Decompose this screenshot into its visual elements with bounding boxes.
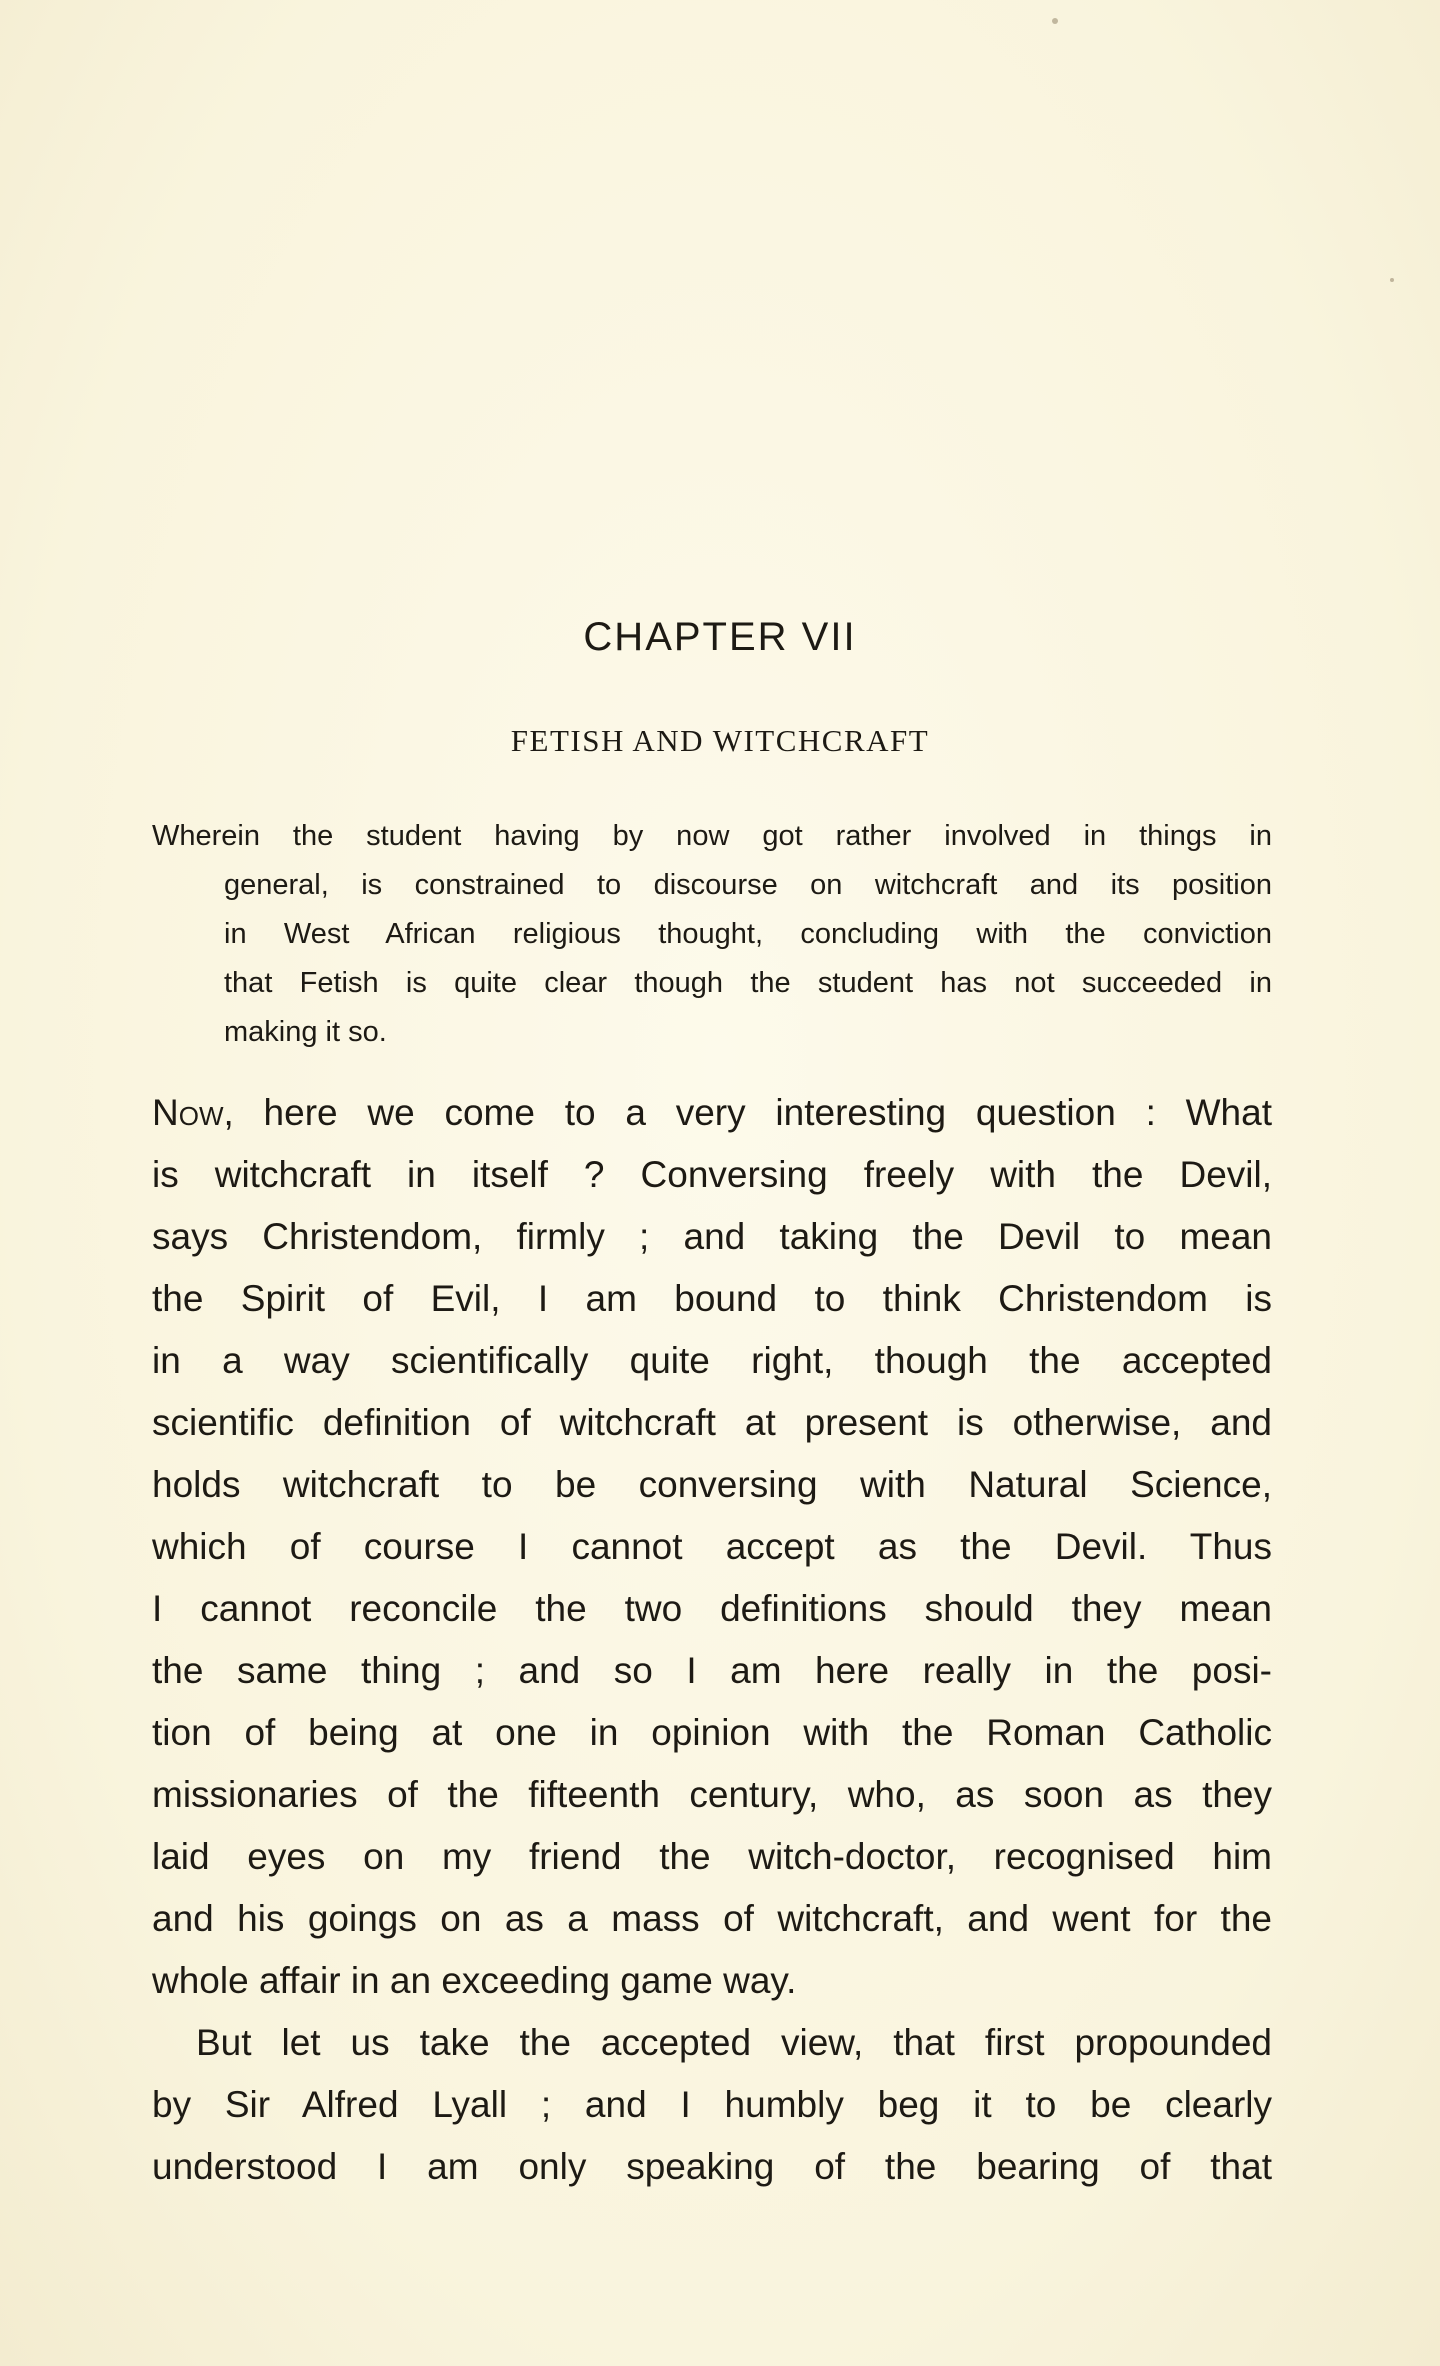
page-speck	[1390, 278, 1394, 282]
body-line: missionaries of the fifteenth century, who, as soon as they	[152, 1774, 1272, 1815]
summary-line: making it so.	[224, 1016, 387, 1048]
body-line: and his goings on as a mass of witchcraft, and went for the	[152, 1898, 1272, 1939]
body-line: laid eyes on my friend the witch-doctor, recognised him	[152, 1836, 1272, 1877]
body-line: which of course I cannot accept as the Devil. Thus	[152, 1526, 1272, 1567]
summary-line: that Fetish is quite clear though the student has not succeeded in	[224, 967, 1272, 999]
opening-word: Now,	[152, 1092, 234, 1133]
chapter-summary	[152, 812, 1272, 1057]
body-line: whole affair in an exceeding game way.	[152, 1960, 797, 2001]
chapter-heading: CHAPTER VII	[583, 615, 857, 659]
body-line: tion of being at one in opinion with the Roman Catholic	[152, 1712, 1272, 1753]
body-line: the same thing ; and so I am here really in the posi-	[152, 1650, 1272, 1691]
body-line: holds witchcraft to be conversing with Natural Science,	[152, 1464, 1272, 1505]
body-line: in a way scientifically quite right, though the accepted	[152, 1340, 1272, 1381]
body-line: the Spirit of Evil, I am bound to think Christendom is	[152, 1278, 1272, 1319]
body-line: understood I am only speaking of the bearing of that	[152, 2146, 1272, 2187]
chapter-title: FETISH AND WITCHCRAFT	[510, 723, 930, 758]
body-text	[152, 1082, 1272, 2198]
body-line: scientific definition of witchcraft at present is otherwise, and	[152, 1402, 1272, 1443]
body-line: I cannot reconcile the two definitions should they mean	[152, 1588, 1272, 1629]
summary-line: general, is constrained to discourse on witchcraft and its position	[224, 869, 1272, 901]
body-line: is witchcraft in itself ? Conversing freely with the Devil,	[152, 1154, 1272, 1195]
body-line-text: here we come to a very interesting question : What	[233, 1092, 1272, 1133]
summary-line: in West African religious thought, concluding with the conviction	[224, 918, 1272, 950]
summary-line: Wherein the student having by now got rather involved in things in	[152, 820, 1272, 852]
show-through-text	[150, 125, 1300, 497]
page-speck	[1052, 18, 1058, 24]
body-line: But let us take the accepted view, that first propounded	[196, 2022, 1272, 2063]
body-line: by Sir Alfred Lyall ; and I humbly beg it to be clearly	[152, 2084, 1272, 2125]
body-line	[152, 1082, 1272, 1144]
body-line: says Christendom, firmly ; and taking the Devil to mean	[152, 1216, 1272, 1257]
